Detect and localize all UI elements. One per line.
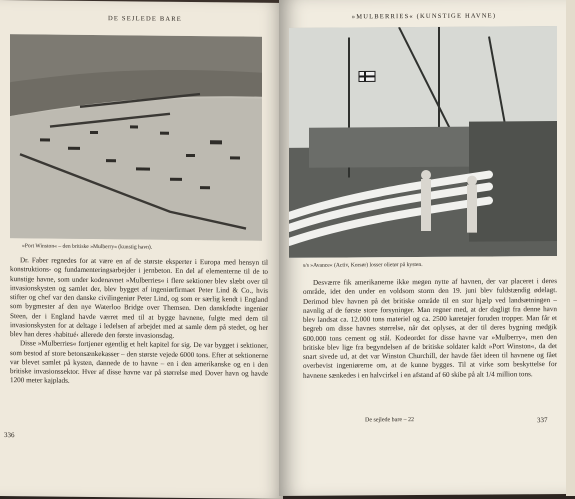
- right-page: [279, 0, 567, 496]
- page-number-right: 337: [537, 416, 548, 424]
- aerial-photo-drawing: [10, 34, 262, 241]
- running-head-right: »MULBERRIES« (KUNSTIGE HAVNE): [299, 12, 549, 21]
- page-number-left: 336: [4, 431, 15, 439]
- body-text-left: [10, 256, 268, 388]
- ship-photo-drawing: [289, 26, 557, 258]
- paragraph: Dr. Faber regnedes for at være en af de største eksperter i Europa med hensyn til konstruktions- og fundamenteringsarbejder i jernbeton. En del af elementerne til de to kunstige havne, som under kodenavnet »Mulberries« i flere sektioner blev slæbt over til invasionskysten og samlet der, blev bygget af ingeniørfirmaet Peter Lind & Co., hvis stifter og chef var den danske civilingeniør Peter Lind, og som er særlig kendt i England som bygmester af den nye Waterloo Bridge over Themsen. Den danskfødte ingeniør Steen, der i England havde værret med til at bygge havnene, fulgte med dem til invasionskysten for at deltage i ledelsen af arbejdet med at samle dem på stedet, og her blev han deres ›habitué‹ allerede den første invasionsdag.: [10, 256, 268, 342]
- running-head-left: DE SEJLEDE BARE: [30, 14, 260, 23]
- paragraph: Disse »Mulberries« fortjener egentlig et helt kapitel for sig. De var bygget i sektioner, som bestod af store betonsænkekasser – den største vejede 6000 tons. Efter at sektionerne var blevet samlet på kysten, dannede de to havne – en i den amerikanske og en i den britiske invasionssektor. Hver af disse havne var på størrelse med Dover havn og havde 1200 meter kajplads.: [10, 339, 268, 388]
- paragraph: Desværre fik amerikanerne ikke megen nytte af havnen, der var placeret i deres område, idet den under en voldsom storm den 19. juni blev fuldstændig ødelagt. Derimod blev havnen på det britiske område til en stor hjælp ved landsætningen – navnlig af de første store forsyninger. Man regner med, at der dagligt fra denne havn blev landsat ca. 12.000 tons materiel og ca. 2500 køretøjer foruden tropper. Man får et begreb om disse havnes størrelse, når det oplyses, at der til deres bygning medgik 600.000 tons cement og stål. Kodeordet for disse havne var »Mulberry«, men den britiske blev lige fra begyndelsen af de britiske soldater kaldt »Port Winston«, da det snart sivede ud, at det var Winston Churchill, der havde fået ideen til havnene og fået overbevist ingeniørerne om, at de kunne bygges. Til at virke som beskyttelse for havnene sænkedes i en halvcirkel i en afstand af 60 skibe på alt 1/4 million tons.: [303, 277, 557, 381]
- page-stack-edge: [566, 0, 575, 496]
- signature-line: De sejlede bare – 22: [365, 417, 414, 423]
- ship-unloading-photo: [289, 26, 557, 258]
- body-text-right: [303, 277, 557, 381]
- photo-caption-right: s/s »Avance« (Activ, Korsør) losser olietør på kysten.: [303, 261, 553, 269]
- port-winston-aerial-photo: [10, 34, 262, 241]
- left-page: [0, 0, 283, 499]
- photo-caption-left: »Port Winston« – den britiske »Mulberry« (kunstig havn).: [22, 243, 262, 252]
